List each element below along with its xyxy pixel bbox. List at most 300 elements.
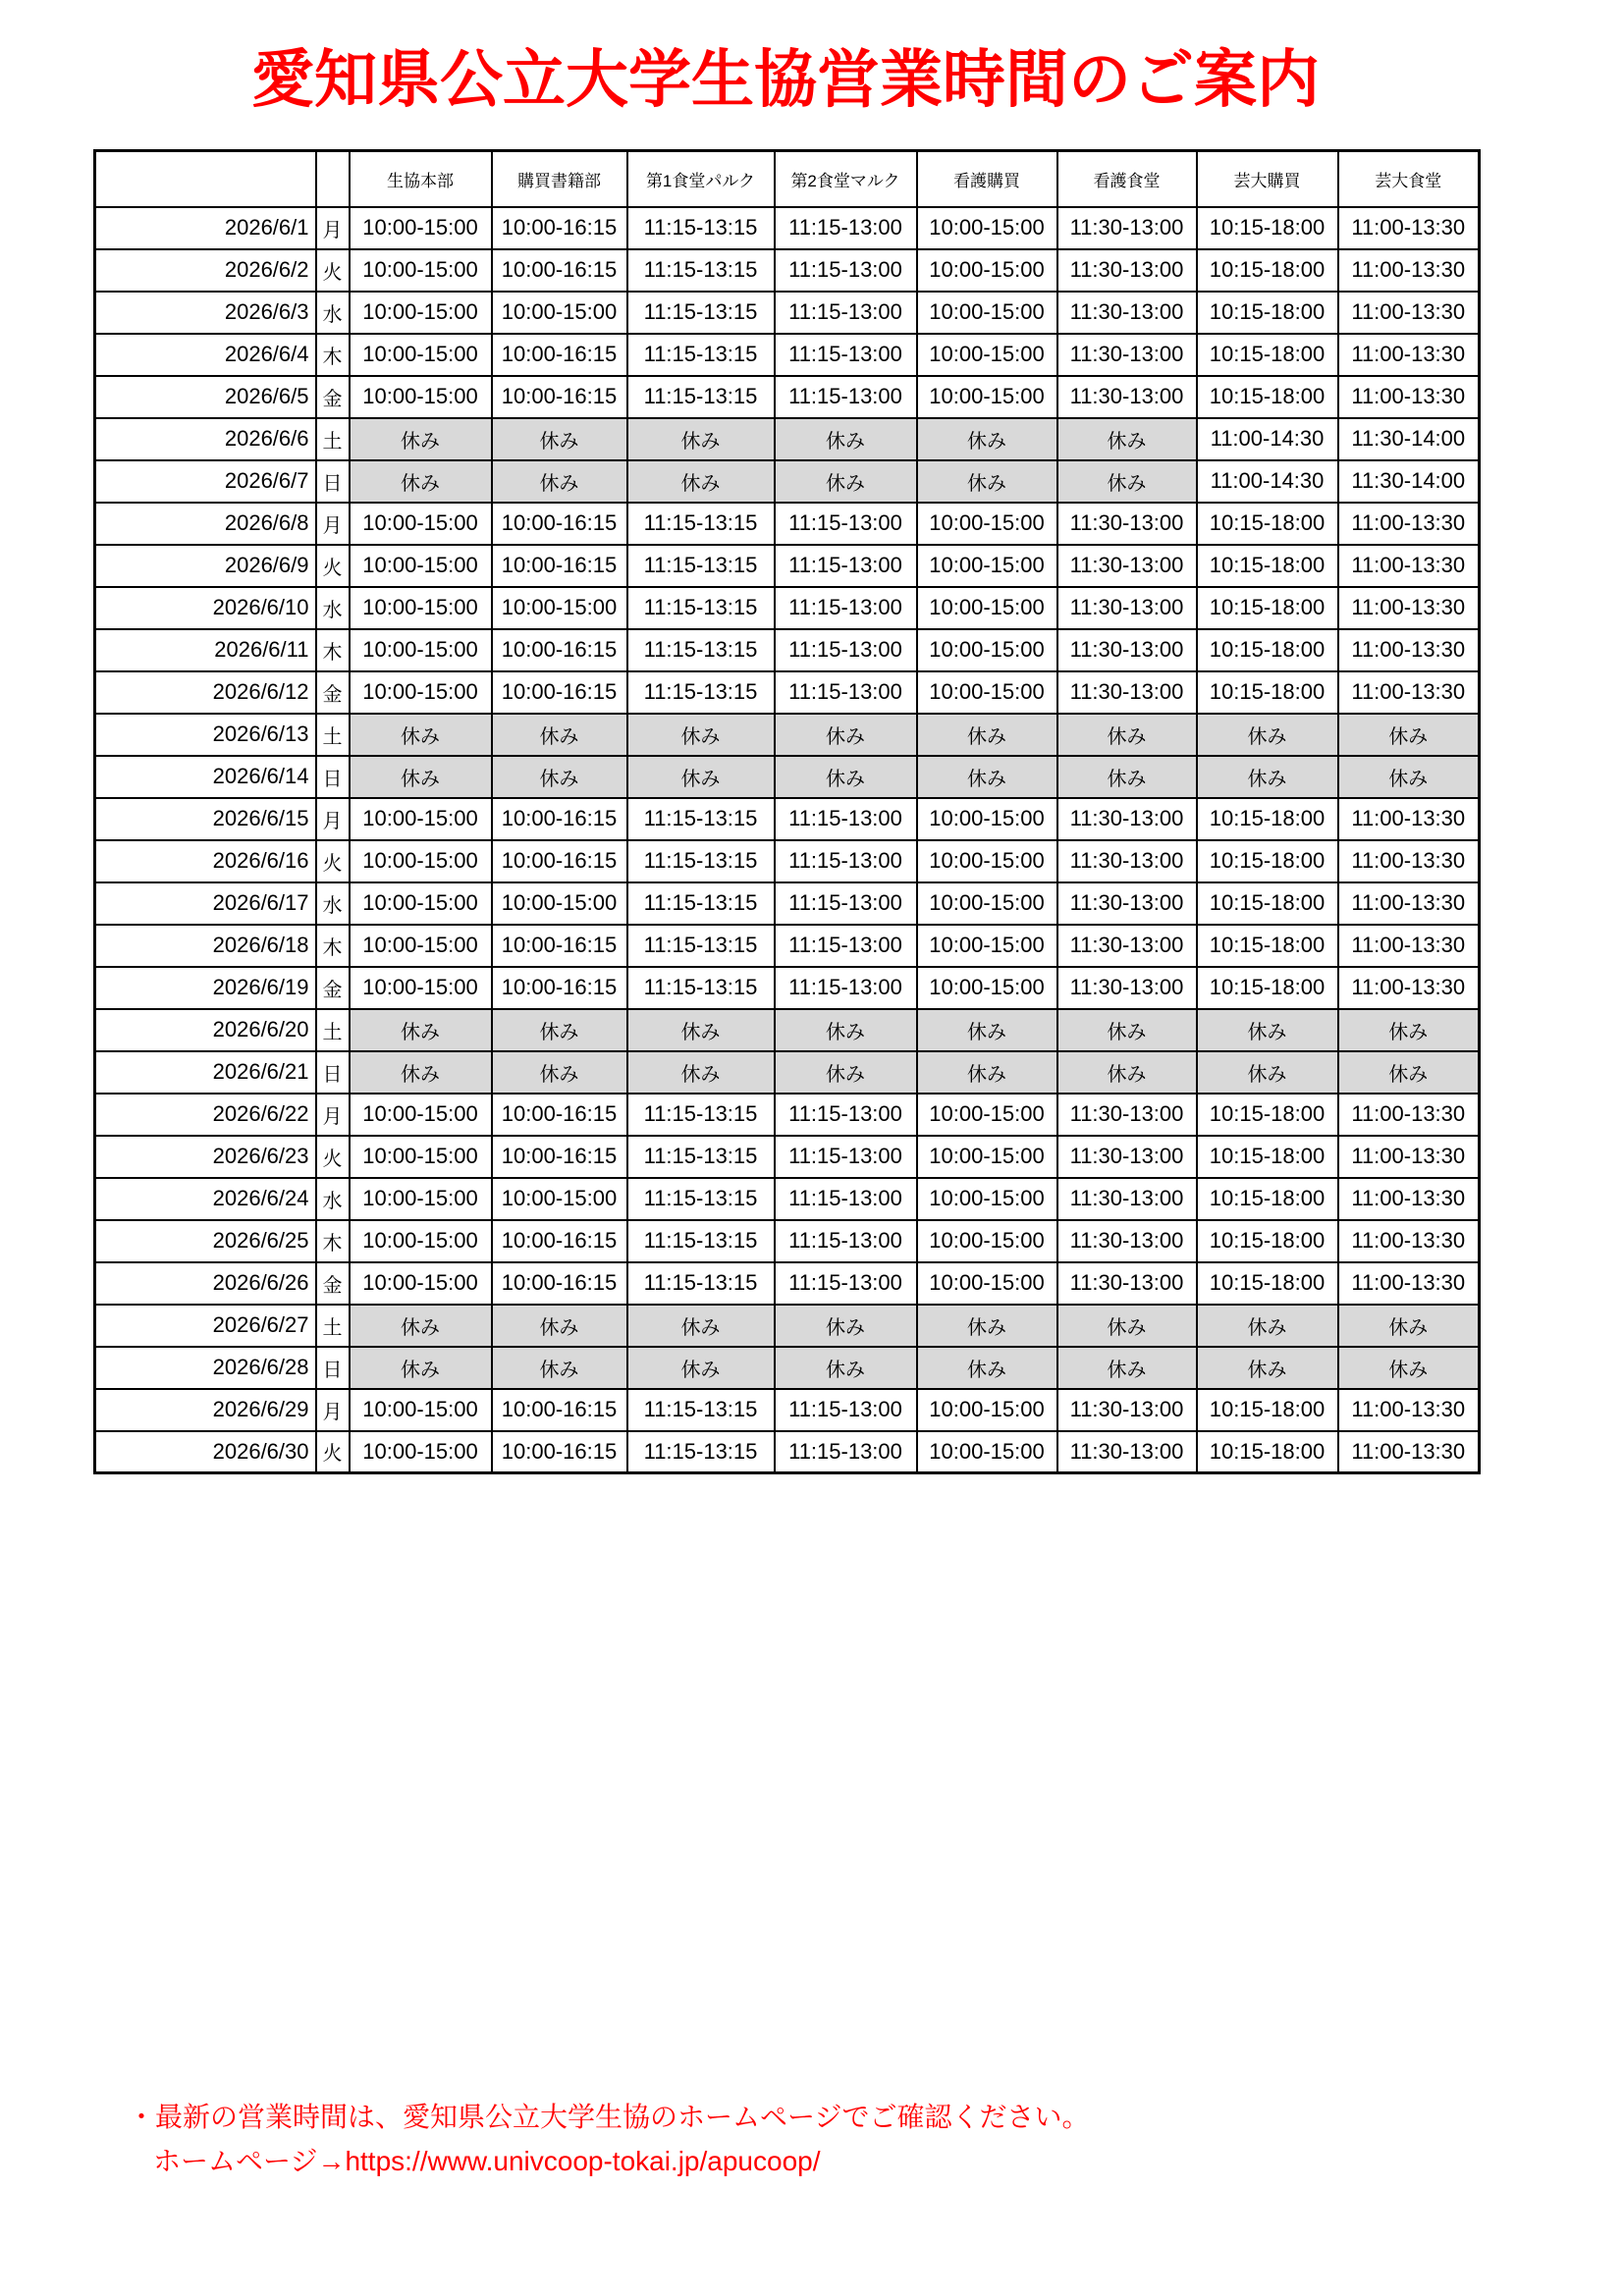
hours-cell: 11:15-13:15 bbox=[627, 1094, 775, 1136]
day-cell: 土 bbox=[316, 418, 350, 460]
day-cell: 金 bbox=[316, 376, 350, 418]
hours-cell: 10:00-15:00 bbox=[492, 587, 627, 629]
schedule-row bbox=[95, 1178, 1480, 1220]
hours-cell: 10:00-15:00 bbox=[350, 376, 492, 418]
column-header: 第2食堂マルク bbox=[775, 151, 917, 207]
hours-cell: 10:15-18:00 bbox=[1197, 545, 1338, 587]
hours-cell: 10:00-15:00 bbox=[917, 1389, 1057, 1431]
closed-cell: 休み bbox=[492, 756, 627, 798]
hours-cell: 10:00-15:00 bbox=[917, 1094, 1057, 1136]
closed-cell: 休み bbox=[917, 1347, 1057, 1389]
hours-cell: 10:15-18:00 bbox=[1197, 1178, 1338, 1220]
hours-cell: 11:15-13:00 bbox=[775, 967, 917, 1009]
hours-cell: 10:15-18:00 bbox=[1197, 376, 1338, 418]
day-cell: 木 bbox=[316, 334, 350, 376]
hours-cell: 10:00-16:15 bbox=[492, 207, 627, 249]
hours-cell: 11:15-13:15 bbox=[627, 840, 775, 882]
footer-homepage-url: ホームページ→https://www.univcoop-tokai.jp/apucoop/ bbox=[153, 2146, 821, 2176]
hours-cell: 10:15-18:00 bbox=[1197, 840, 1338, 882]
hours-cell: 11:00-13:30 bbox=[1338, 629, 1480, 671]
hours-cell: 11:30-13:00 bbox=[1057, 292, 1197, 334]
hours-cell: 10:15-18:00 bbox=[1197, 207, 1338, 249]
hours-cell: 10:00-16:15 bbox=[492, 1431, 627, 1473]
hours-cell: 10:00-15:00 bbox=[350, 1136, 492, 1178]
date-cell: 2026/6/9 bbox=[95, 545, 316, 587]
date-cell: 2026/6/27 bbox=[95, 1305, 316, 1347]
hours-cell: 11:15-13:15 bbox=[627, 925, 775, 967]
closed-cell: 休み bbox=[1057, 756, 1197, 798]
hours-cell: 11:15-13:15 bbox=[627, 545, 775, 587]
hours-cell: 11:30-13:00 bbox=[1057, 545, 1197, 587]
hours-cell: 11:30-13:00 bbox=[1057, 629, 1197, 671]
hours-cell: 11:15-13:15 bbox=[627, 1178, 775, 1220]
closed-cell: 休み bbox=[492, 1347, 627, 1389]
date-cell: 2026/6/26 bbox=[95, 1262, 316, 1305]
schedule-row bbox=[95, 1431, 1480, 1473]
schedule-row bbox=[95, 629, 1480, 671]
closed-cell: 休み bbox=[1057, 1009, 1197, 1051]
closed-cell: 休み bbox=[775, 418, 917, 460]
hours-cell: 11:15-13:15 bbox=[627, 1220, 775, 1262]
date-cell: 2026/6/12 bbox=[95, 671, 316, 714]
date-cell: 2026/6/5 bbox=[95, 376, 316, 418]
hours-cell: 11:15-13:00 bbox=[775, 1136, 917, 1178]
date-cell: 2026/6/18 bbox=[95, 925, 316, 967]
schedule-row bbox=[95, 376, 1480, 418]
day-cell: 月 bbox=[316, 1094, 350, 1136]
hours-cell: 11:00-13:30 bbox=[1338, 376, 1480, 418]
day-cell: 金 bbox=[316, 967, 350, 1009]
closed-cell: 休み bbox=[775, 1051, 917, 1094]
schedule-row bbox=[95, 207, 1480, 249]
closed-cell: 休み bbox=[775, 756, 917, 798]
schedule-row bbox=[95, 756, 1480, 798]
closed-cell: 休み bbox=[492, 1051, 627, 1094]
day-cell: 木 bbox=[316, 629, 350, 671]
closed-cell: 休み bbox=[775, 714, 917, 756]
hours-cell: 11:00-13:30 bbox=[1338, 1220, 1480, 1262]
hours-cell: 10:00-15:00 bbox=[350, 1220, 492, 1262]
schedule-row bbox=[95, 545, 1480, 587]
schedule-row bbox=[95, 714, 1480, 756]
closed-cell: 休み bbox=[1197, 1051, 1338, 1094]
hours-cell: 10:00-16:15 bbox=[492, 1389, 627, 1431]
hours-cell: 11:15-13:00 bbox=[775, 671, 917, 714]
date-cell: 2026/6/19 bbox=[95, 967, 316, 1009]
closed-cell: 休み bbox=[917, 1051, 1057, 1094]
closed-cell: 休み bbox=[1057, 1051, 1197, 1094]
hours-cell: 10:00-16:15 bbox=[492, 334, 627, 376]
hours-cell: 10:00-16:15 bbox=[492, 376, 627, 418]
hours-cell: 10:00-15:00 bbox=[492, 292, 627, 334]
hours-cell: 11:15-13:15 bbox=[627, 1136, 775, 1178]
hours-cell: 11:00-13:30 bbox=[1338, 545, 1480, 587]
hours-cell: 11:15-13:00 bbox=[775, 376, 917, 418]
hours-cell: 11:00-14:30 bbox=[1197, 418, 1338, 460]
hours-cell: 11:15-13:15 bbox=[627, 967, 775, 1009]
closed-cell: 休み bbox=[775, 460, 917, 503]
hours-cell: 10:00-16:15 bbox=[492, 1220, 627, 1262]
hours-cell: 11:00-13:30 bbox=[1338, 207, 1480, 249]
schedule-row bbox=[95, 671, 1480, 714]
schedule-row bbox=[95, 460, 1480, 503]
hours-cell: 10:00-15:00 bbox=[350, 1178, 492, 1220]
day-cell: 土 bbox=[316, 1009, 350, 1051]
closed-cell: 休み bbox=[917, 418, 1057, 460]
date-cell: 2026/6/25 bbox=[95, 1220, 316, 1262]
hours-cell: 10:15-18:00 bbox=[1197, 925, 1338, 967]
hours-cell: 11:00-13:30 bbox=[1338, 840, 1480, 882]
hours-cell: 11:15-13:00 bbox=[775, 882, 917, 925]
hours-cell: 10:15-18:00 bbox=[1197, 503, 1338, 545]
hours-cell: 11:00-13:30 bbox=[1338, 1431, 1480, 1473]
hours-cell: 10:00-16:15 bbox=[492, 1262, 627, 1305]
hours-cell: 10:00-15:00 bbox=[350, 1431, 492, 1473]
hours-cell: 11:30-13:00 bbox=[1057, 376, 1197, 418]
closed-cell: 休み bbox=[1338, 1347, 1480, 1389]
day-cell: 火 bbox=[316, 249, 350, 292]
hours-cell: 10:15-18:00 bbox=[1197, 629, 1338, 671]
hours-cell: 10:00-15:00 bbox=[917, 840, 1057, 882]
hours-cell: 11:30-13:00 bbox=[1057, 671, 1197, 714]
closed-cell: 休み bbox=[1057, 418, 1197, 460]
hours-cell: 11:15-13:00 bbox=[775, 545, 917, 587]
day-cell: 木 bbox=[316, 925, 350, 967]
hours-cell: 10:00-15:00 bbox=[917, 1178, 1057, 1220]
schedule-row bbox=[95, 1136, 1480, 1178]
schedule-row bbox=[95, 1347, 1480, 1389]
closed-cell: 休み bbox=[1197, 1009, 1338, 1051]
hours-cell: 10:00-15:00 bbox=[350, 249, 492, 292]
schedule-row bbox=[95, 840, 1480, 882]
closed-cell: 休み bbox=[1197, 1305, 1338, 1347]
hours-cell: 11:15-13:00 bbox=[775, 1431, 917, 1473]
schedule-row bbox=[95, 587, 1480, 629]
hours-cell: 10:15-18:00 bbox=[1197, 1136, 1338, 1178]
hours-cell: 11:00-13:30 bbox=[1338, 882, 1480, 925]
schedule-row bbox=[95, 1051, 1480, 1094]
closed-cell: 休み bbox=[350, 714, 492, 756]
hours-cell: 10:00-15:00 bbox=[350, 1389, 492, 1431]
hours-cell: 11:15-13:15 bbox=[627, 249, 775, 292]
schedule-row bbox=[95, 925, 1480, 967]
hours-cell: 10:00-15:00 bbox=[350, 882, 492, 925]
date-cell: 2026/6/8 bbox=[95, 503, 316, 545]
hours-cell: 11:15-13:00 bbox=[775, 629, 917, 671]
hours-cell: 10:00-16:15 bbox=[492, 967, 627, 1009]
schedule-row bbox=[95, 1305, 1480, 1347]
hours-cell: 11:15-13:00 bbox=[775, 925, 917, 967]
hours-cell: 11:15-13:15 bbox=[627, 292, 775, 334]
hours-cell: 10:00-15:00 bbox=[350, 503, 492, 545]
hours-cell: 10:00-15:00 bbox=[917, 882, 1057, 925]
day-cell: 月 bbox=[316, 1389, 350, 1431]
hours-cell: 10:00-16:15 bbox=[492, 840, 627, 882]
hours-cell: 11:30-13:00 bbox=[1057, 1178, 1197, 1220]
hours-cell: 10:15-18:00 bbox=[1197, 587, 1338, 629]
closed-cell: 休み bbox=[627, 1051, 775, 1094]
hours-cell: 11:15-13:15 bbox=[627, 629, 775, 671]
hours-cell: 11:30-13:00 bbox=[1057, 249, 1197, 292]
hours-cell: 11:15-13:15 bbox=[627, 334, 775, 376]
column-header: 看護購買 bbox=[917, 151, 1057, 207]
date-cell: 2026/6/22 bbox=[95, 1094, 316, 1136]
hours-cell: 10:00-15:00 bbox=[492, 882, 627, 925]
day-cell: 金 bbox=[316, 1262, 350, 1305]
closed-cell: 休み bbox=[492, 1305, 627, 1347]
footer bbox=[128, 2095, 1089, 2183]
hours-cell: 10:15-18:00 bbox=[1197, 967, 1338, 1009]
closed-cell: 休み bbox=[350, 1009, 492, 1051]
day-cell: 水 bbox=[316, 1178, 350, 1220]
day-cell: 木 bbox=[316, 1220, 350, 1262]
hours-cell: 11:15-13:00 bbox=[775, 1178, 917, 1220]
closed-cell: 休み bbox=[917, 756, 1057, 798]
closed-cell: 休み bbox=[627, 1305, 775, 1347]
date-cell: 2026/6/1 bbox=[95, 207, 316, 249]
hours-cell: 11:15-13:15 bbox=[627, 1431, 775, 1473]
hours-cell: 10:00-15:00 bbox=[917, 503, 1057, 545]
date-cell: 2026/6/6 bbox=[95, 418, 316, 460]
hours-cell: 10:15-18:00 bbox=[1197, 882, 1338, 925]
closed-cell: 休み bbox=[775, 1305, 917, 1347]
day-cell: 日 bbox=[316, 1347, 350, 1389]
hours-cell: 11:00-13:30 bbox=[1338, 334, 1480, 376]
hours-cell: 10:00-15:00 bbox=[917, 798, 1057, 840]
day-column-header bbox=[316, 151, 350, 207]
date-cell: 2026/6/21 bbox=[95, 1051, 316, 1094]
hours-cell: 10:00-16:15 bbox=[492, 249, 627, 292]
hours-cell: 10:00-15:00 bbox=[917, 1220, 1057, 1262]
hours-cell: 11:00-14:30 bbox=[1197, 460, 1338, 503]
hours-cell: 10:00-15:00 bbox=[350, 1094, 492, 1136]
date-cell: 2026/6/13 bbox=[95, 714, 316, 756]
hours-cell: 11:15-13:15 bbox=[627, 587, 775, 629]
date-cell: 2026/6/2 bbox=[95, 249, 316, 292]
hours-cell: 10:15-18:00 bbox=[1197, 1389, 1338, 1431]
schedule-row bbox=[95, 418, 1480, 460]
closed-cell: 休み bbox=[350, 1305, 492, 1347]
hours-cell: 11:00-13:30 bbox=[1338, 1389, 1480, 1431]
hours-cell: 10:00-15:00 bbox=[350, 840, 492, 882]
date-cell: 2026/6/24 bbox=[95, 1178, 316, 1220]
hours-cell: 10:00-16:15 bbox=[492, 503, 627, 545]
date-cell: 2026/6/17 bbox=[95, 882, 316, 925]
hours-cell: 10:00-16:15 bbox=[492, 545, 627, 587]
hours-cell: 10:00-15:00 bbox=[917, 292, 1057, 334]
hours-cell: 11:30-13:00 bbox=[1057, 1431, 1197, 1473]
hours-cell: 11:30-13:00 bbox=[1057, 798, 1197, 840]
hours-cell: 10:15-18:00 bbox=[1197, 1220, 1338, 1262]
hours-cell: 10:15-18:00 bbox=[1197, 1262, 1338, 1305]
hours-cell: 10:15-18:00 bbox=[1197, 334, 1338, 376]
hours-cell: 11:00-13:30 bbox=[1338, 1178, 1480, 1220]
closed-cell: 休み bbox=[627, 1009, 775, 1051]
hours-cell: 11:00-13:30 bbox=[1338, 587, 1480, 629]
closed-cell: 休み bbox=[1197, 714, 1338, 756]
hours-table-body bbox=[95, 207, 1480, 1473]
hours-cell: 11:30-13:00 bbox=[1057, 1262, 1197, 1305]
column-header: 生協本部 bbox=[350, 151, 492, 207]
date-cell: 2026/6/4 bbox=[95, 334, 316, 376]
day-cell: 金 bbox=[316, 671, 350, 714]
closed-cell: 休み bbox=[1338, 1305, 1480, 1347]
day-cell: 火 bbox=[316, 1431, 350, 1473]
hours-cell: 10:00-15:00 bbox=[350, 671, 492, 714]
closed-cell: 休み bbox=[627, 418, 775, 460]
hours-cell: 10:00-16:15 bbox=[492, 798, 627, 840]
hours-cell: 10:00-16:15 bbox=[492, 629, 627, 671]
hours-cell: 11:15-13:15 bbox=[627, 376, 775, 418]
hours-cell: 11:00-13:30 bbox=[1338, 292, 1480, 334]
schedule-row bbox=[95, 249, 1480, 292]
footer-note: ・最新の営業時間は、愛知県公立大学生協のホームページでご確認ください。 bbox=[128, 2102, 1090, 2132]
closed-cell: 休み bbox=[1338, 1009, 1480, 1051]
hours-cell: 10:00-15:00 bbox=[917, 207, 1057, 249]
closed-cell: 休み bbox=[917, 1305, 1057, 1347]
hours-cell: 11:00-13:30 bbox=[1338, 503, 1480, 545]
date-cell: 2026/6/30 bbox=[95, 1431, 316, 1473]
closed-cell: 休み bbox=[350, 756, 492, 798]
day-cell: 火 bbox=[316, 840, 350, 882]
hours-cell: 10:00-15:00 bbox=[492, 1178, 627, 1220]
hours-cell: 10:00-15:00 bbox=[350, 587, 492, 629]
date-cell: 2026/6/10 bbox=[95, 587, 316, 629]
closed-cell: 休み bbox=[350, 418, 492, 460]
closed-cell: 休み bbox=[917, 460, 1057, 503]
closed-cell: 休み bbox=[492, 460, 627, 503]
date-cell: 2026/6/7 bbox=[95, 460, 316, 503]
hours-cell: 10:00-16:15 bbox=[492, 1094, 627, 1136]
hours-cell: 11:00-13:30 bbox=[1338, 249, 1480, 292]
hours-cell: 11:15-13:15 bbox=[627, 1262, 775, 1305]
hours-cell: 11:15-13:00 bbox=[775, 1262, 917, 1305]
hours-cell: 10:00-15:00 bbox=[350, 798, 492, 840]
closed-cell: 休み bbox=[492, 418, 627, 460]
hours-cell: 10:00-16:15 bbox=[492, 671, 627, 714]
schedule-row bbox=[95, 334, 1480, 376]
hours-cell: 10:00-16:15 bbox=[492, 1136, 627, 1178]
hours-cell: 10:00-15:00 bbox=[350, 629, 492, 671]
hours-cell: 10:00-15:00 bbox=[917, 671, 1057, 714]
hours-cell: 11:30-13:00 bbox=[1057, 334, 1197, 376]
closed-cell: 休み bbox=[1338, 1051, 1480, 1094]
hours-cell: 10:00-15:00 bbox=[917, 587, 1057, 629]
schedule-row bbox=[95, 503, 1480, 545]
hours-cell: 10:00-15:00 bbox=[917, 967, 1057, 1009]
hours-cell: 11:15-13:15 bbox=[627, 1389, 775, 1431]
hours-cell: 11:00-13:30 bbox=[1338, 798, 1480, 840]
hours-cell: 11:15-13:00 bbox=[775, 798, 917, 840]
hours-cell: 11:30-13:00 bbox=[1057, 587, 1197, 629]
hours-cell: 10:15-18:00 bbox=[1197, 1431, 1338, 1473]
hours-cell: 10:00-15:00 bbox=[350, 925, 492, 967]
day-cell: 月 bbox=[316, 207, 350, 249]
column-header: 購買書籍部 bbox=[492, 151, 627, 207]
hours-cell: 10:15-18:00 bbox=[1197, 292, 1338, 334]
day-cell: 土 bbox=[316, 714, 350, 756]
hours-cell: 10:00-15:00 bbox=[917, 545, 1057, 587]
hours-cell: 11:00-13:30 bbox=[1338, 1136, 1480, 1178]
closed-cell: 休み bbox=[627, 756, 775, 798]
column-header: 芸大食堂 bbox=[1338, 151, 1480, 207]
hours-cell: 11:15-13:00 bbox=[775, 587, 917, 629]
closed-cell: 休み bbox=[775, 1347, 917, 1389]
hours-cell: 11:15-13:00 bbox=[775, 249, 917, 292]
day-cell: 日 bbox=[316, 460, 350, 503]
hours-cell: 10:00-15:00 bbox=[917, 334, 1057, 376]
closed-cell: 休み bbox=[350, 1051, 492, 1094]
day-cell: 月 bbox=[316, 503, 350, 545]
hours-cell: 11:15-13:00 bbox=[775, 1389, 917, 1431]
date-cell: 2026/6/11 bbox=[95, 629, 316, 671]
hours-cell: 10:15-18:00 bbox=[1197, 249, 1338, 292]
date-cell: 2026/6/23 bbox=[95, 1136, 316, 1178]
hours-cell: 10:15-18:00 bbox=[1197, 798, 1338, 840]
day-cell: 日 bbox=[316, 756, 350, 798]
hours-cell: 11:15-13:00 bbox=[775, 207, 917, 249]
hours-cell: 11:15-13:00 bbox=[775, 840, 917, 882]
hours-cell: 11:30-13:00 bbox=[1057, 503, 1197, 545]
hours-cell: 10:00-16:15 bbox=[492, 925, 627, 967]
hours-cell: 11:15-13:00 bbox=[775, 334, 917, 376]
closed-cell: 休み bbox=[1197, 1347, 1338, 1389]
hours-cell: 11:00-13:30 bbox=[1338, 925, 1480, 967]
schedule-row bbox=[95, 882, 1480, 925]
hours-cell: 11:15-13:00 bbox=[775, 1094, 917, 1136]
page-title: 愛知県公立大学生協営業時間のご案内 bbox=[251, 44, 1320, 115]
closed-cell: 休み bbox=[627, 714, 775, 756]
schedule-row bbox=[95, 967, 1480, 1009]
hours-cell: 11:30-13:00 bbox=[1057, 840, 1197, 882]
closed-cell: 休み bbox=[1338, 714, 1480, 756]
hours-cell: 11:30-13:00 bbox=[1057, 1136, 1197, 1178]
date-cell: 2026/6/15 bbox=[95, 798, 316, 840]
column-header: 看護食堂 bbox=[1057, 151, 1197, 207]
date-column-header bbox=[95, 151, 316, 207]
day-cell: 水 bbox=[316, 587, 350, 629]
date-cell: 2026/6/28 bbox=[95, 1347, 316, 1389]
date-cell: 2026/6/14 bbox=[95, 756, 316, 798]
hours-cell: 11:30-14:00 bbox=[1338, 418, 1480, 460]
date-cell: 2026/6/16 bbox=[95, 840, 316, 882]
hours-table bbox=[93, 149, 1481, 1474]
closed-cell: 休み bbox=[1057, 460, 1197, 503]
hours-cell: 10:00-15:00 bbox=[917, 925, 1057, 967]
hours-cell: 11:30-13:00 bbox=[1057, 1220, 1197, 1262]
hours-cell: 10:00-15:00 bbox=[350, 334, 492, 376]
schedule-row bbox=[95, 292, 1480, 334]
hours-cell: 11:15-13:15 bbox=[627, 882, 775, 925]
schedule-row bbox=[95, 1389, 1480, 1431]
hours-cell: 10:00-15:00 bbox=[350, 967, 492, 1009]
day-cell: 火 bbox=[316, 1136, 350, 1178]
header-row bbox=[95, 151, 1480, 207]
hours-cell: 11:00-13:30 bbox=[1338, 967, 1480, 1009]
schedule-row bbox=[95, 1094, 1480, 1136]
hours-cell: 10:00-15:00 bbox=[350, 292, 492, 334]
hours-cell: 10:00-15:00 bbox=[917, 1431, 1057, 1473]
hours-cell: 11:15-13:15 bbox=[627, 207, 775, 249]
hours-cell: 11:30-13:00 bbox=[1057, 882, 1197, 925]
closed-cell: 休み bbox=[627, 1347, 775, 1389]
hours-cell: 11:15-13:00 bbox=[775, 1220, 917, 1262]
hours-cell: 11:00-13:30 bbox=[1338, 1094, 1480, 1136]
column-header: 第1食堂パルク bbox=[627, 151, 775, 207]
hours-cell: 10:00-15:00 bbox=[917, 1262, 1057, 1305]
hours-cell: 10:15-18:00 bbox=[1197, 671, 1338, 714]
day-cell: 水 bbox=[316, 292, 350, 334]
